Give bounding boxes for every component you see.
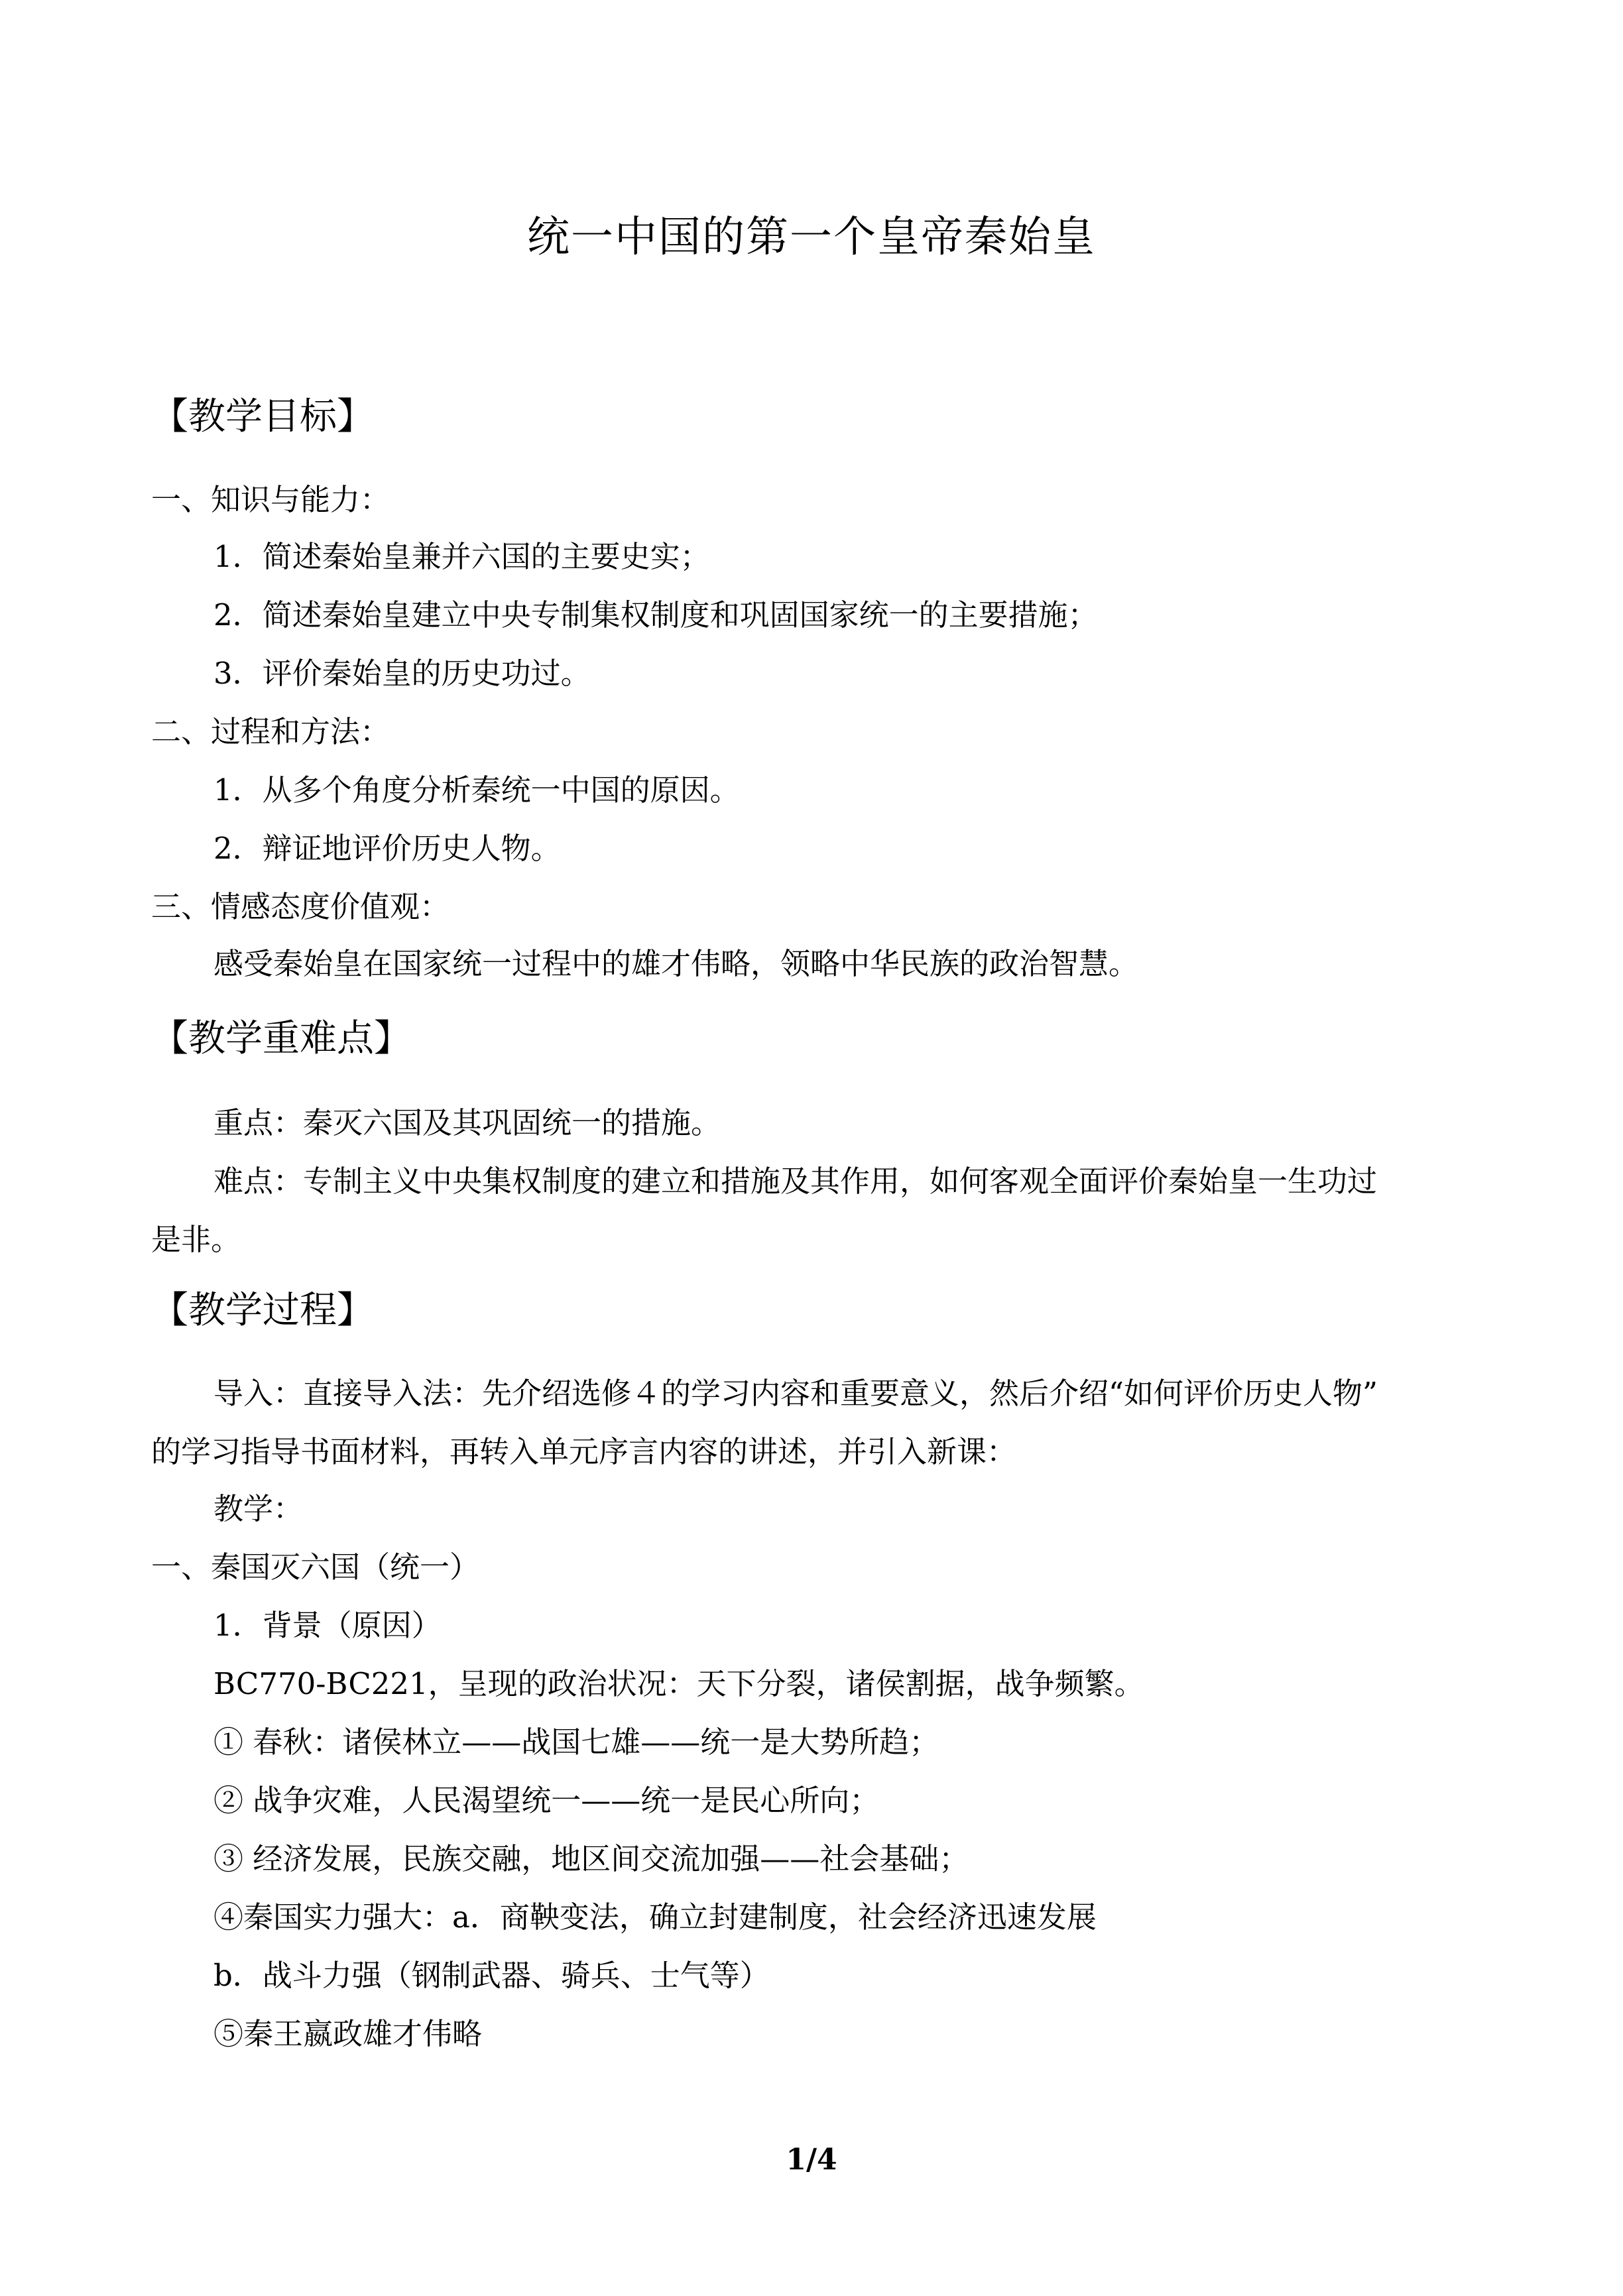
- intro-text: 导入：直接导入法：先介绍选修４的学习内容和重要意义，然后介绍“如何评价历史人物”: [213, 1376, 1378, 1411]
- teaching-label: 教学：: [213, 1491, 304, 1526]
- page-number: 1/4: [786, 2143, 837, 2177]
- process-title: 二、过程和方法：: [151, 714, 391, 749]
- reason-item: b．战斗力强（钢制武器、骑兵、士气等）: [213, 1958, 770, 1993]
- section-heading-key-points: 【教学重难点】: [151, 1017, 411, 1060]
- process-item: 1．从多个角度分析秦统一中国的原因。: [213, 772, 740, 808]
- knowledge-item: 1．简述秦始皇兼并六国的主要史实；: [213, 539, 710, 574]
- reason-item: ② 战争灾难，人民渴望统一——统一是民心所向；: [213, 1783, 880, 1818]
- emotion-text: 感受秦始皇在国家统一过程中的雄才伟略，领略中华民族的政治智慧。: [213, 946, 1139, 981]
- reason-item: ① 春秋：诸侯林立——战国七雄——统一是大势所趋；: [213, 1724, 939, 1760]
- difficulty-text-continued: 是非。: [151, 1222, 241, 1257]
- reason-item: ③ 经济发展，民族交融，地区间交流加强——社会基础；: [213, 1841, 969, 1876]
- knowledge-item: 3．评价秦始皇的历史功过。: [213, 656, 591, 691]
- part1-title: 一、秦国灭六国（统一）: [151, 1549, 480, 1585]
- process-item: 2．辩证地评价历史人物。: [213, 831, 561, 866]
- reason-item: ⑤秦王嬴政雄才伟略: [213, 2016, 483, 2051]
- political-situation: BC770-BC221，呈现的政治状况：天下分裂，诸侯割据，战争频繁。: [213, 1666, 1144, 1701]
- key-point-text: 重点：秦灭六国及其巩固统一的措施。: [213, 1105, 721, 1140]
- section-heading-process: 【教学过程】: [151, 1289, 374, 1332]
- section-heading-objectives: 【教学目标】: [151, 395, 374, 438]
- document-title: 统一中国的第一个皇帝秦始皇: [527, 213, 1096, 262]
- intro-text-continued: 的学习指导书面材料，再转入单元序言内容的讲述，并引入新课：: [151, 1434, 1017, 1469]
- knowledge-item: 2．简述秦始皇建立中央专制集权制度和巩固国家统一的主要措施；: [213, 597, 1098, 633]
- background-title: 1．背景（原因）: [213, 1608, 442, 1643]
- knowledge-title: 一、知识与能力：: [151, 482, 391, 517]
- reason-item: ④秦国实力强大：a．商鞅变法，确立封建制度，社会经济迅速发展: [213, 1900, 1097, 1935]
- emotion-title: 三、情感态度价值观：: [151, 889, 450, 924]
- difficulty-text: 难点：专制主义中央集权制度的建立和措施及其作用，如何客观全面评价秦始皇一生功过: [213, 1164, 1378, 1199]
